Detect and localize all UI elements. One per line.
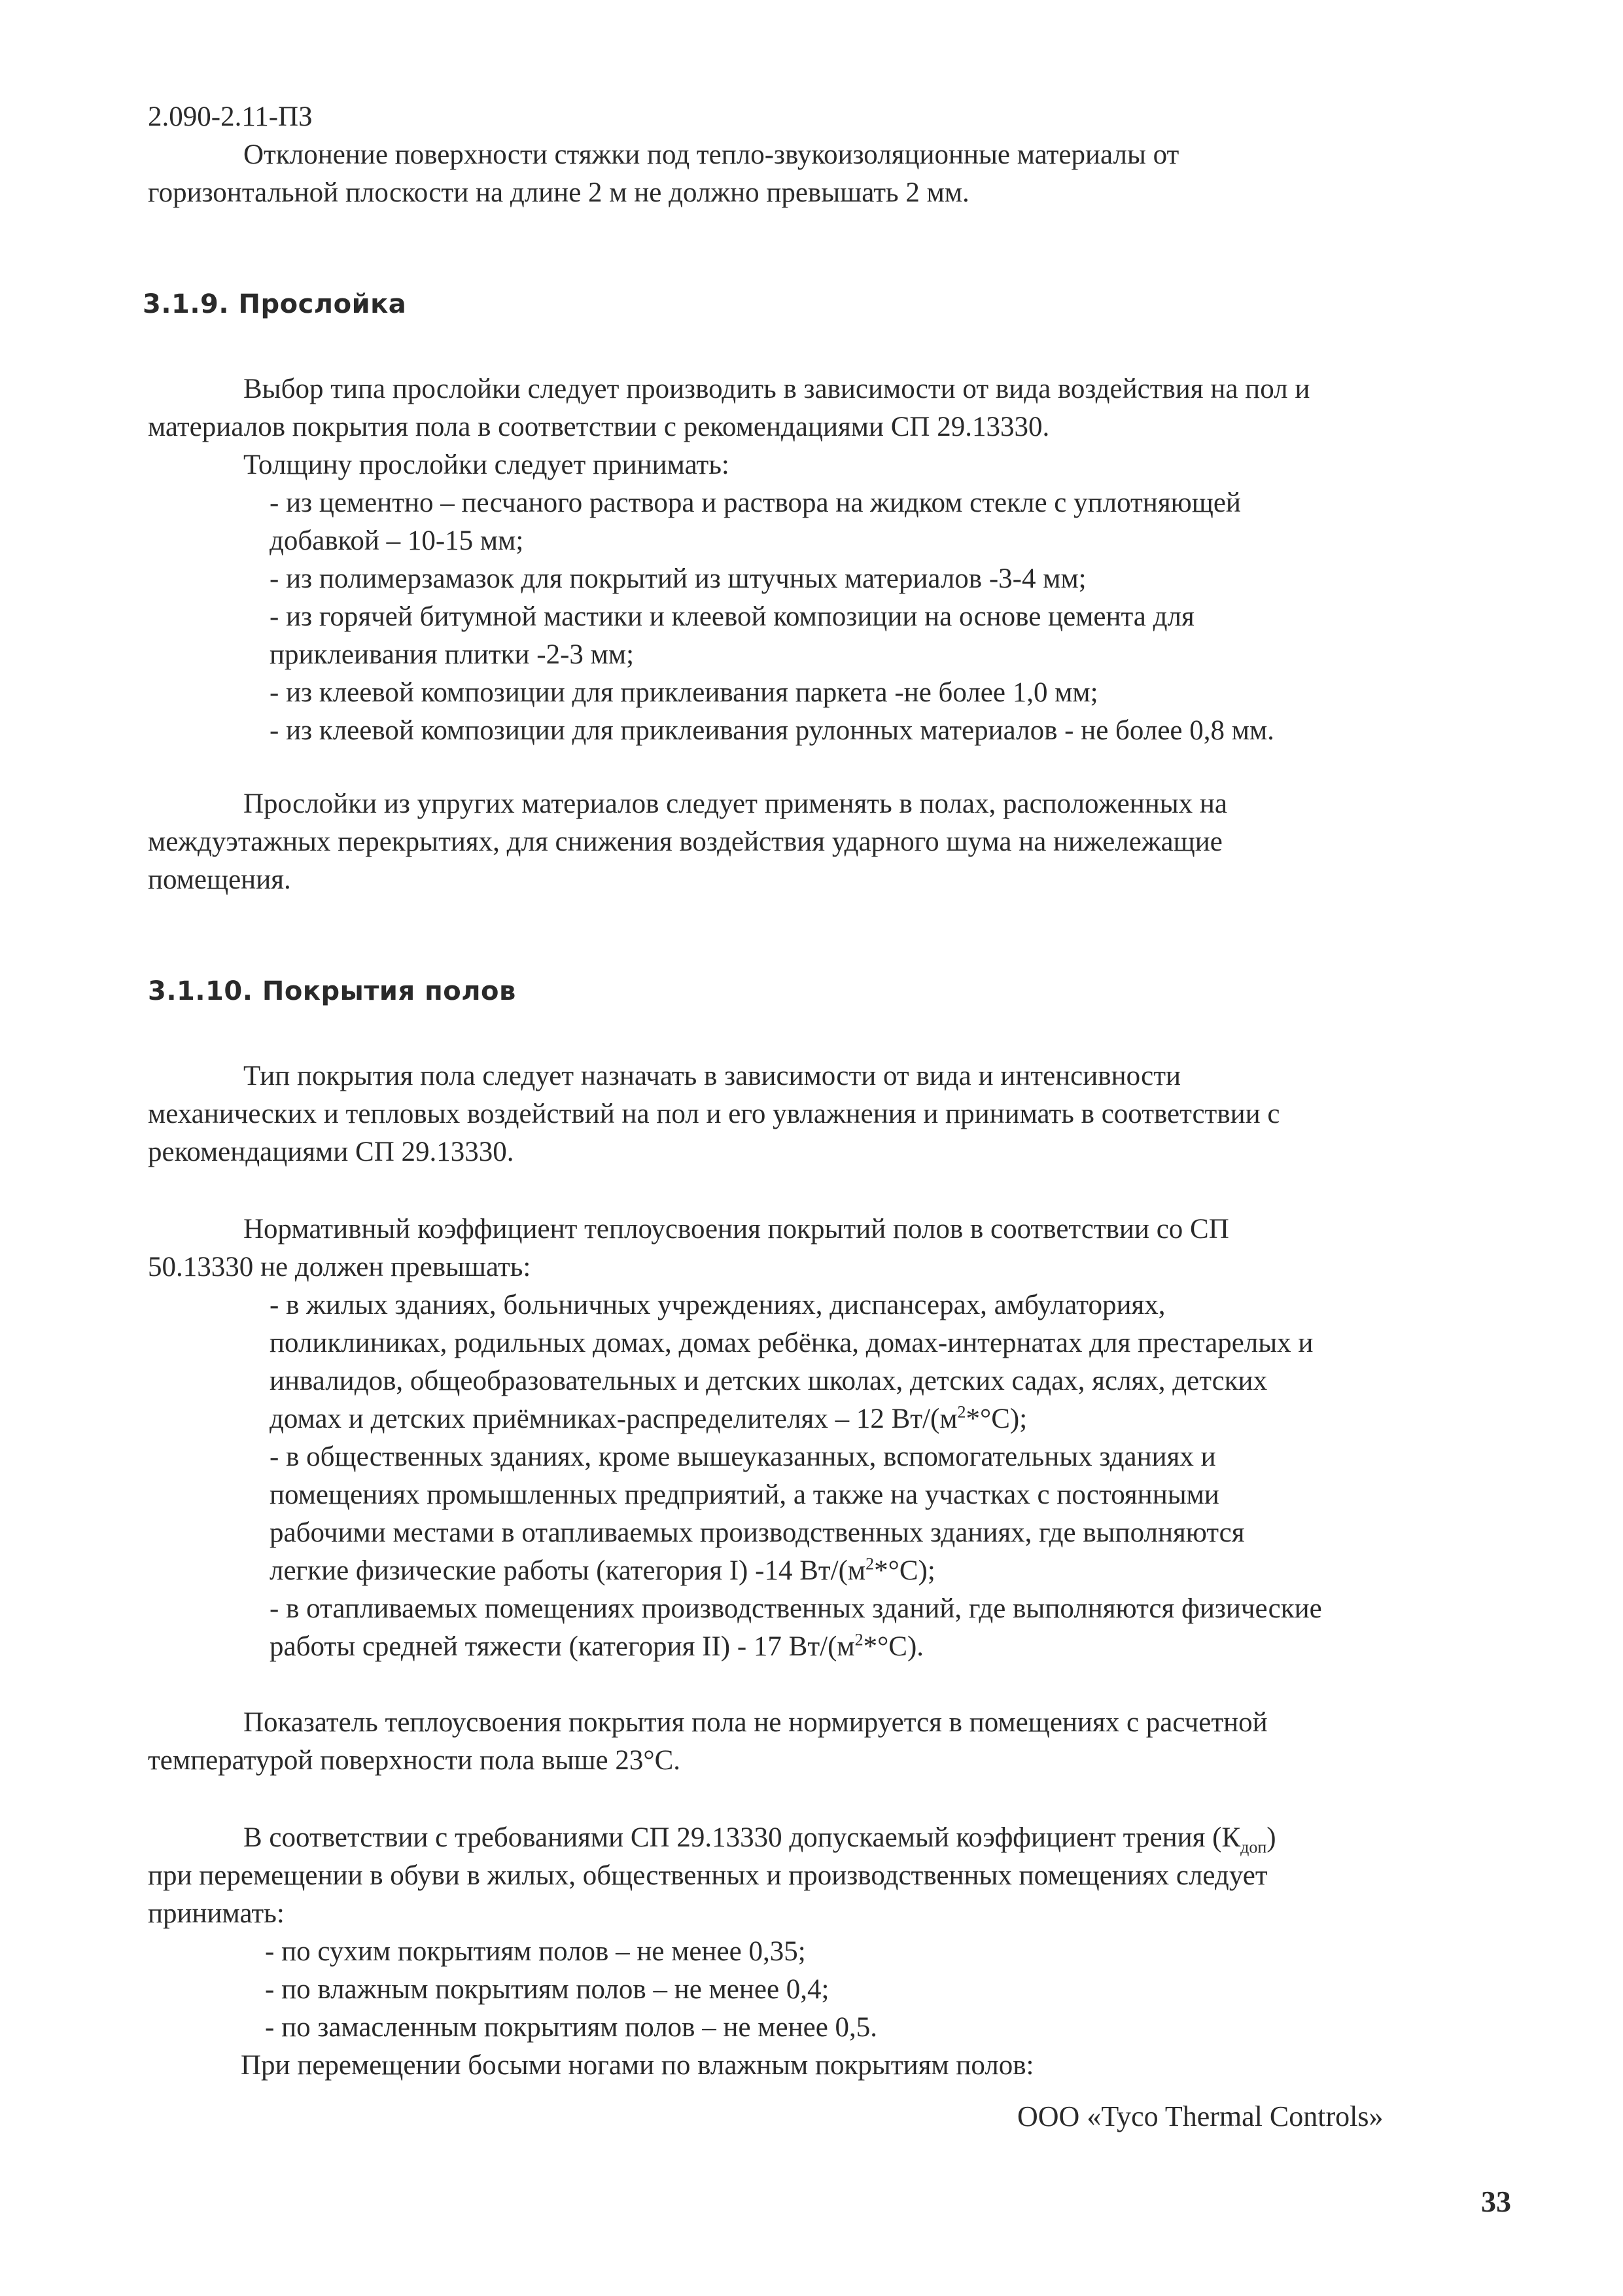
list-item: поликлиниках, родильных домах, домах ребёнка, домах-интернатах для престарелых и: [270, 1328, 1314, 1358]
list-item: - в общественных зданиях, кроме вышеуказанных, вспомогательных зданиях и: [270, 1441, 1216, 1472]
paragraph-line: рекомендациями СП 29.13330.: [148, 1137, 514, 1167]
list-item: - по замасленным покрытиям полов – не менее 0,5.: [265, 2012, 878, 2043]
list-item: помещениях промышленных предприятий, а также на участках с постоянными: [270, 1479, 1219, 1510]
list-item: - в отапливаемых помещениях производственных зданий, где выполняются физические: [270, 1593, 1322, 1624]
paragraph-line: междуэтажных перекрытиях, для снижения воздействия ударного шума на нижележащие: [148, 826, 1223, 857]
paragraph-line: Прослойки из упругих материалов следует применять в полах, расположенных на: [243, 788, 1227, 819]
list-item: легкие физические работы (категория I) -14 $Вт/(м^2*^\circ С)$;: [270, 1554, 935, 1586]
list-item: - из клеевой композиции для приклеивания паркета -не более 1,0 мм;: [270, 677, 1098, 708]
list-item: - по сухим покрытиям полов – не менее 0,35;: [265, 1936, 806, 1967]
intro-line-1: Отклонение поверхности стяжки под тепло-звукоизоляционные материалы от: [243, 139, 1179, 170]
paragraph-line: Тип покрытия пола следует назначать в зависимости от вида и интенсивности: [243, 1061, 1181, 1091]
list-item: - из цементно – песчаного раствора и раствора на жидком стекле с уплотняющей: [270, 487, 1241, 518]
list-item: домах и детских приёмниках-распределителях – 12 $Вт/(м^2*^\circ С)$;: [270, 1402, 1028, 1434]
footer-company: ООО «Tyco Thermal Controls»: [1017, 2100, 1384, 2132]
page-number: 33: [1481, 2185, 1511, 2218]
paragraph-line: 50.13330 не должен превышать:: [148, 1252, 531, 1282]
list-item: - из полимерзамазок для покрытий из штучных материалов -3-4 мм;: [270, 563, 1087, 594]
paragraph-line: температурой поверхности пола выше 23°С.: [148, 1745, 681, 1776]
paragraph-line: Показатель теплоусвоения покрытия пола не нормируется в помещениях с расчетной: [243, 1707, 1268, 1738]
document-code: 2.090-2.11-ПЗ: [148, 101, 313, 132]
thickness-intro: Толщину прослойки следует принимать:: [243, 450, 729, 480]
paragraph-line: Нормативный коэффициент теплоусвоения покрытий полов в соответствии со СП: [243, 1214, 1229, 1245]
list-item: - из горячей битумной мастики и клеевой композиции на основе цемента для: [270, 601, 1195, 632]
paragraph-line: материалов покрытия пола в соответствии с рекомендациями СП 29.13330.: [148, 412, 1050, 442]
list-item: приклеивания плитки -2-3 мм;: [270, 639, 635, 670]
list-item: - из клеевой композиции для приклеивания рулонных материалов - не более 0,8 мм.: [270, 715, 1274, 746]
section-heading-3-1-9: 3.1.9. Прослойка: [143, 289, 407, 319]
intro-line-2: горизонтальной плоскости на длине 2 м не должно превышать 2 мм.: [148, 177, 969, 208]
list-item: - по влажным покрытиям полов – не менее 0,4;: [265, 1974, 829, 2005]
paragraph-line: Выбор типа прослойки следует производить в зависимости от вида воздействия на пол и: [243, 374, 1310, 404]
paragraph-line: В соответствии с требованиями СП 29.13330 допускаемый коэффициент трения $(К_{доп})$: [243, 1822, 1276, 1857]
paragraph-line: При перемещении босыми ногами по влажным покрытиям полов:: [241, 2050, 1034, 2081]
list-item: - в жилых зданиях, больничных учреждениях, диспансерах, амбулаториях,: [270, 1290, 1166, 1320]
list-item: добавкой – 10-15 мм;: [270, 525, 524, 556]
paragraph-line: при перемещении в обуви в жилых, общественных и производственных помещениях следует: [148, 1860, 1268, 1891]
list-item: рабочими местами в отапливаемых производственных зданиях, где выполняются: [270, 1517, 1245, 1548]
section-heading-3-1-10: 3.1.10. Покрытия полов: [148, 976, 516, 1006]
list-item: инвалидов, общеобразовательных и детских школах, детских садах, яслях, детских: [270, 1366, 1268, 1396]
paragraph-line: механических и тепловых воздействий на пол и его увлажнения и принимать в соответствии с: [148, 1099, 1280, 1129]
paragraph-line: помещения.: [148, 864, 291, 895]
list-item: работы средней тяжести (категория II) - 17 $Вт/(м^2*^\circ С)$.: [270, 1630, 924, 1662]
paragraph-line: принимать:: [148, 1898, 285, 1929]
